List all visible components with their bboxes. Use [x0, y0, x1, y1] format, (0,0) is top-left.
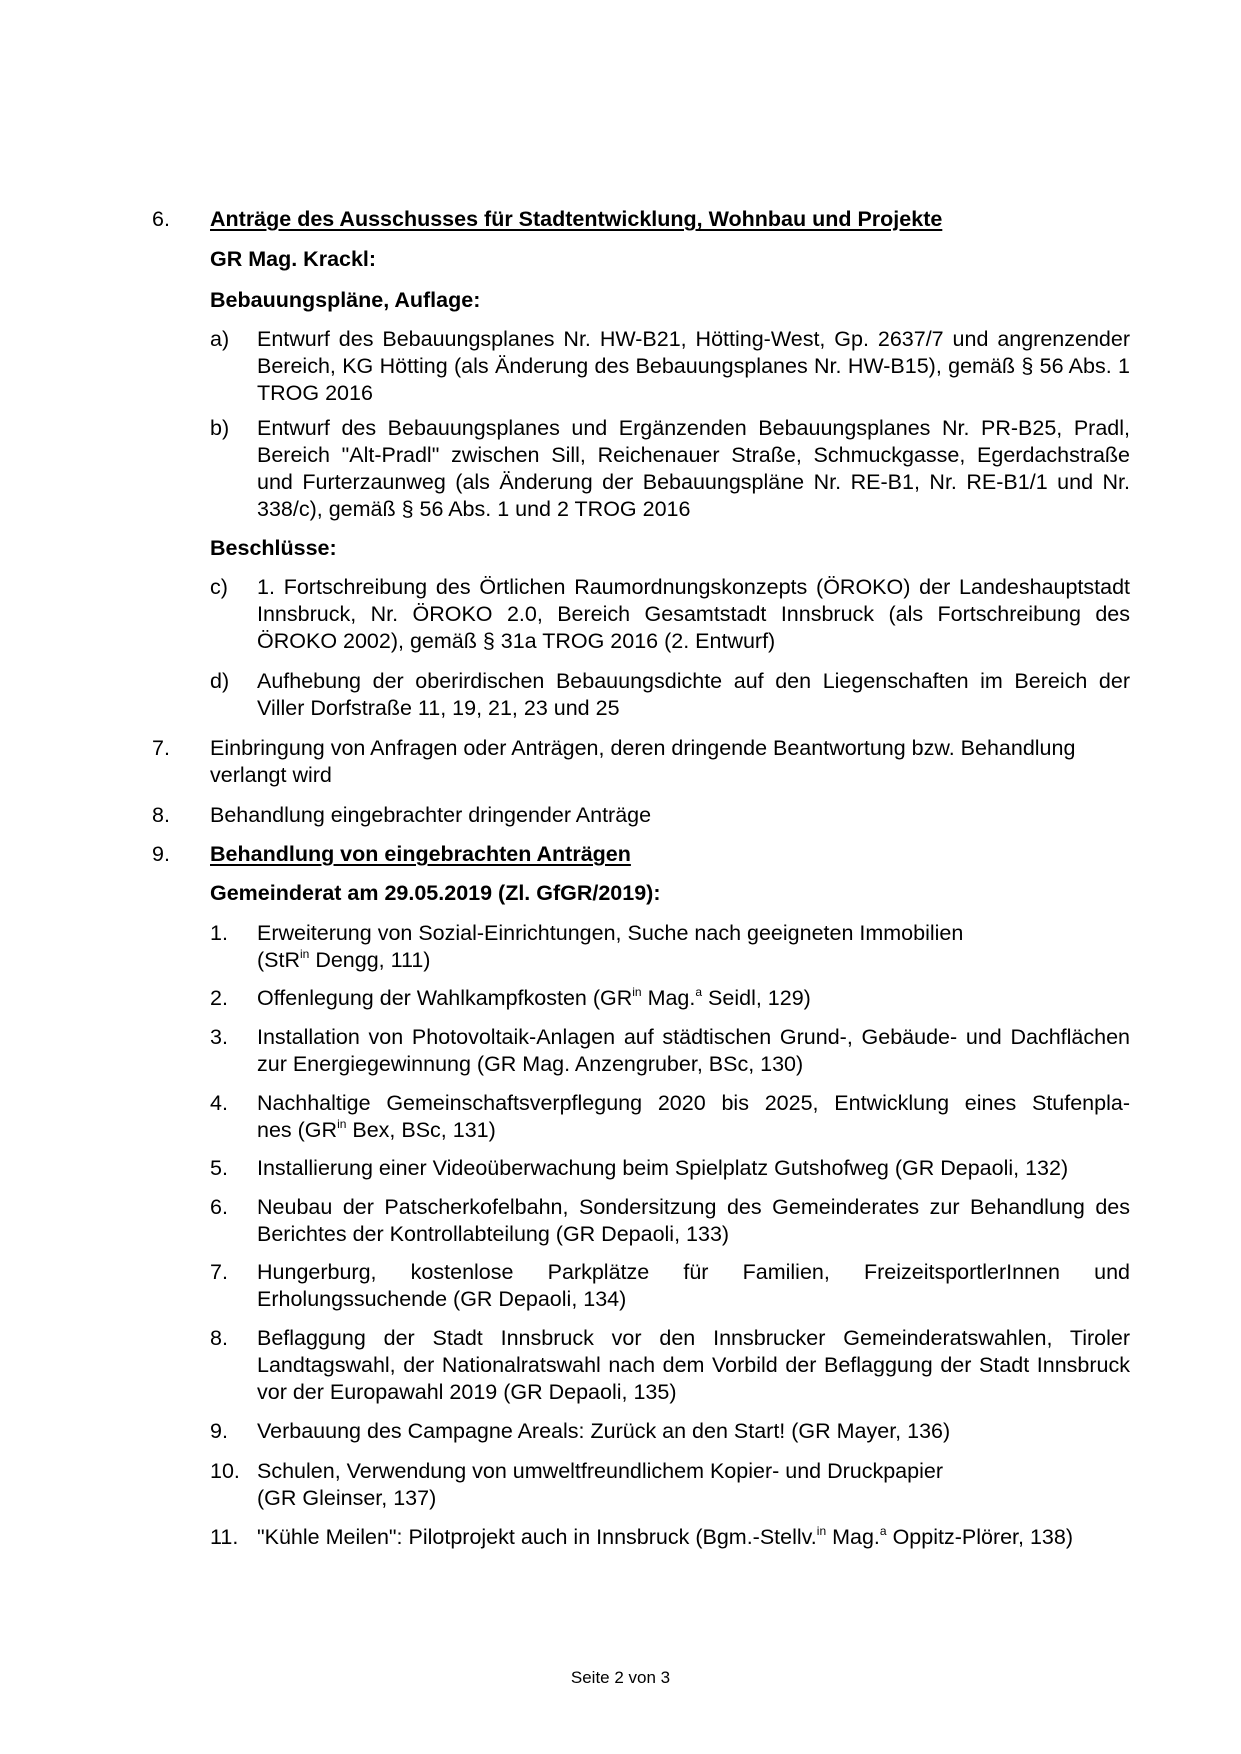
item-text: Installation von Photovoltaik-Anlagen auf städtischen Grund-, Gebäude- und Dachflächen zur Energiegewinnung (GR Mag. Anzengruber, BSc, 130) — [257, 1025, 1130, 1076]
item-number: 9. — [210, 1419, 228, 1443]
section-title: Behandlung von eingebrachten Anträgen — [210, 842, 631, 866]
section-title: Anträge des Ausschusses für Stadtentwicklung, Wohnbau und Projekte — [210, 207, 943, 231]
subheading-council: Gemeinderat am 29.05.2019 (Zl. GfGR/2019): — [210, 881, 661, 905]
item-label: b) — [210, 416, 230, 440]
item-label: a) — [210, 327, 230, 351]
item-label: d) — [210, 669, 230, 693]
subheading-plans: Bebauungspläne, Auflage: — [210, 288, 481, 312]
item-text: Entwurf des Bebauungsplanes und Ergänzenden Bebauungsplanes Nr. PR-B25, Pradl, Bereich "Alt-Pradl" zwischen Sill, Reichenauer Straße, Schmuckgasse, Egerdachstraße und Furterzaunweg (als Änderung der Bebauungspläne Nr. RE-B1, Nr. RE-B1/1 und Nr. 338/c), gemäß § 56 Abs. 1 und 2 TROG 2016 — [257, 416, 1130, 521]
item-text: Beflaggung der Stadt Innsbruck vor den Innsbrucker Gemeinderatswahlen, Tiroler Landtagswahl, der Nationalratswahl nach dem Vorbild der Beflaggung der Stadt Innsbruck vor der Europawahl 2019 (GR Depaoli, 135) — [257, 1326, 1130, 1404]
item-text: Aufhebung der oberirdischen Bebauungsdichte auf den Liegenschaften im Bereich der Viller Dorfstraße 11, 19, 21, 23 und 25 — [257, 669, 1130, 720]
section-number: 7. — [152, 736, 170, 760]
section-number: 8. — [152, 803, 170, 827]
section-text: Behandlung eingebrachter dringender Anträge — [210, 803, 652, 827]
item-text: Installierung einer Videoüberwachung beim Spielplatz Gutshofweg (GR Depaoli, 132) — [257, 1156, 1069, 1180]
item-text: "Kühle Meilen": Pilotprojekt auch in Innsbruck (Bgm.-Stellv.$^{in}$ Mag.$^a$ Oppitz-Plörer, 138) — [257, 1523, 1074, 1549]
section-text: Einbringung von Anfragen oder Anträgen, deren dringende Beantwortung bzw. Behandlung verlangt wird — [210, 736, 1076, 787]
section-number: 6. — [152, 207, 170, 231]
item-number: 3. — [210, 1025, 228, 1049]
item-number: 5. — [210, 1156, 228, 1180]
item-number: 8. — [210, 1326, 228, 1350]
item-text: Entwurf des Bebauungsplanes Nr. HW-B21, Hötting-West, Gp. 2637/7 und angrenzender Bereich, KG Hötting (als Änderung des Bebauungsplanes Nr. HW-B15), gemäß § 56 Abs. 1 TROG 2016 — [257, 327, 1130, 405]
item-label: c) — [210, 575, 228, 599]
section-number: 9. — [152, 842, 170, 866]
item-text: Verbauung des Campagne Areals: Zurück an den Start! (GR Mayer, 136) — [257, 1419, 951, 1443]
item-text: Schulen, Verwendung von umweltfreundlichem Kopier- und Druckpapier (GR Gleinser, 137) — [257, 1459, 943, 1510]
subheading-decisions: Beschlüsse: — [210, 536, 337, 560]
speaker-label: GR Mag. Krackl: — [210, 247, 377, 271]
item-number: 2. — [210, 986, 228, 1010]
item-text: Nachhaltige Gemeinschaftsverpflegung 2020 bis 2025, Entwicklung eines Stufenpla- nes ($GR^{in}$ Bex, BSc, 131) — [257, 1091, 1130, 1142]
item-text: Offenlegung der Wahlkampfkosten ($GR^{in}$ Mag.$^a$ Seidl, 129) — [257, 984, 811, 1010]
item-number: 10. — [210, 1459, 240, 1483]
item-number: 1. — [210, 921, 228, 945]
item-text: Hungerburg, kostenlose Parkplätze für Familien, FreizeitsportlerInnen und Erholungssuchende (GR Depaoli, 134) — [257, 1260, 1130, 1311]
page-footer: Seite 2 von 3 — [570, 1668, 671, 1687]
item-number: 11. — [210, 1525, 239, 1549]
item-number: 4. — [210, 1091, 228, 1115]
item-text: Neubau der Patscherkofelbahn, Sondersitzung des Gemeinderates zur Behandlung des Berichtes der Kontrollabteilung (GR Depaoli, 133) — [257, 1195, 1130, 1246]
item-number: 7. — [210, 1260, 228, 1284]
item-number: 6. — [210, 1195, 228, 1219]
item-text: 1. Fortschreibung des Örtlichen Raumordnungskonzepts (ÖROKO) der Landeshauptstadt Innsbruck, Nr. ÖROKO 2.0, Bereich Gesamtstadt Innsbruck (als Fortschreibung des ÖROKO 2002), gemäß § 31a TROG 2016 (2. Entwurf) — [257, 575, 1130, 653]
item-text: Erweiterung von Sozial-Einrichtungen, Suche nach geeigneten Immobilien (StR$^{in}$ Dengg, 111) — [257, 921, 964, 972]
